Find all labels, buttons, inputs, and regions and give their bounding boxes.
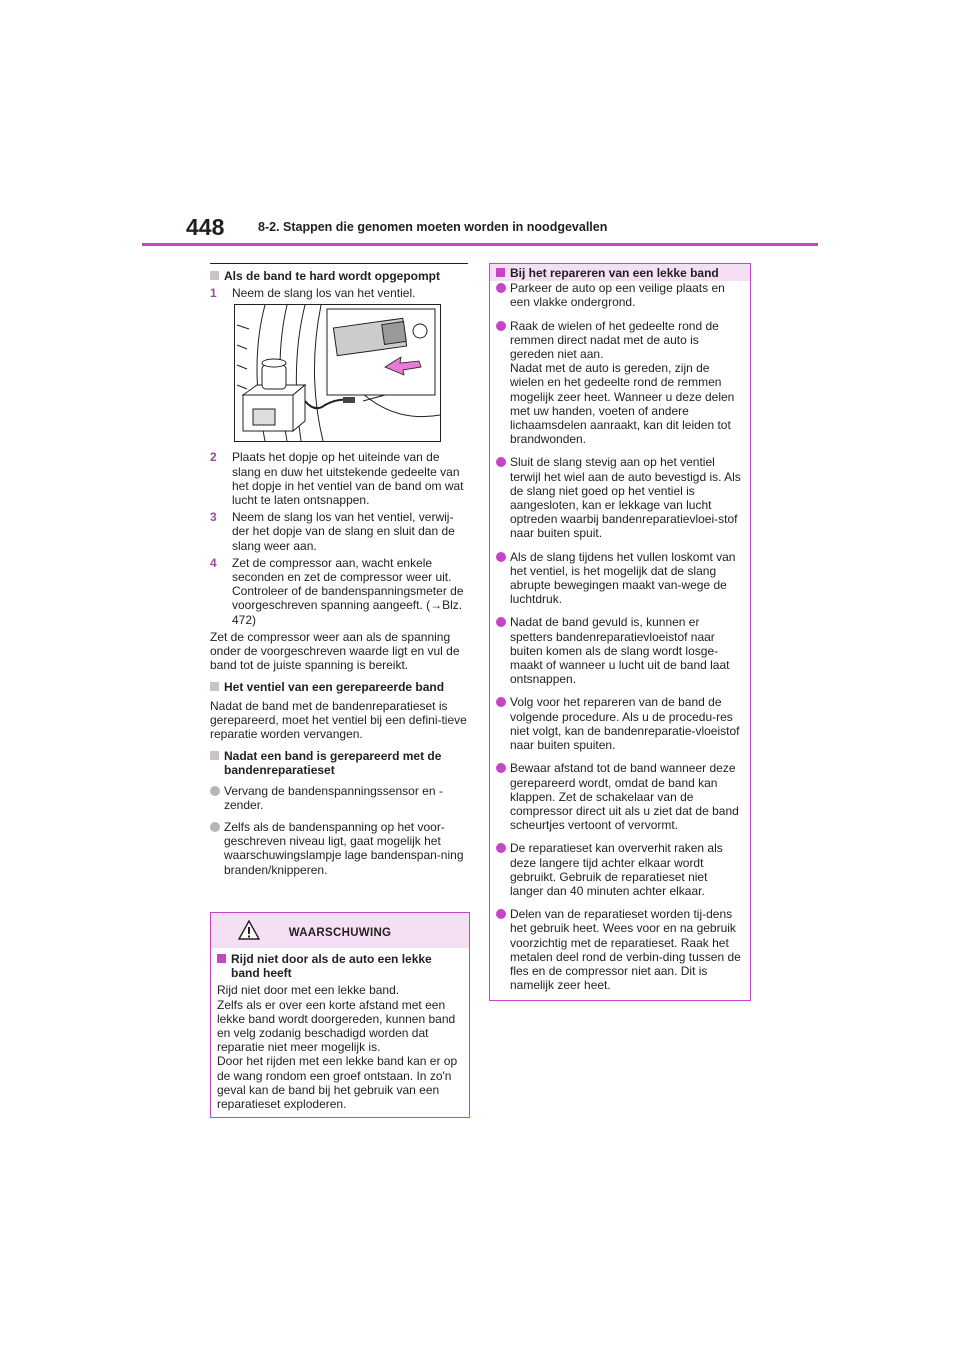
step-text: Neem de slang los van het ventiel, verwij-der het dopje van de slang en sluit dan de slang weer aan. [232,510,455,553]
list-item [496,455,744,540]
list-item-text: Parkeer de auto op een veilige plaats en een vlakke ondergrond. [510,281,725,310]
list-item [496,695,744,752]
round-bullet-icon [496,457,506,467]
step-number: 1 [210,286,217,301]
step-text: Neem de slang los van het ventiel. [232,286,416,301]
list-item-text: Als de slang tijdens het vullen loskomt van het ventiel, is het mogelijk dat de slang abrupte bewegingen maakt van-wege de luchtdruk. [510,549,736,607]
chapter-title: 8-2. Stappen die genomen moeten worden in noodgevallen [258,220,608,234]
list-item-text: Raak de wielen of het gedeelte rond de remmen direct nadat met de auto is gereden niet aan. Nadat met de auto is gereden, zijn de wielen en het gedeelte rond de remmen mogelijk zeer heet. Wanneer u deze delen met uw handen, voeten of andere lichaamsdelen aanraakt, kan dit leiden tot brandwonden. [510,318,735,447]
list-item [210,784,468,812]
list-item-text: Vervang de bandenspanningssensor en -zender. [224,783,443,812]
square-bullet-icon [217,954,226,963]
page-number: 448 [186,214,225,240]
warning-text: Rijd niet door met een lekke band. Zelfs als er over een korte afstand met een lekke band wordt doorgereden, kunnen band en velg zodanig beschadigd worden dat reparatie niet meer mogelijk is. Door het rijden met een lekke band kan er op de wang rondom een groef ontstaan. In zo'n geval kan de band bij het gebruik van een reparatieset exploderen. [217,983,458,1112]
step-item [210,510,468,553]
list-item [496,615,744,686]
list-item-text: Bewaar afstand tot de band wanneer deze gerepareerd wordt, omdat de band kan klappen. Zet de schakelaar van de compressor direct uit als u ziet dat de band scheurtjes vertoont of vervormt. [510,761,739,833]
step-text: Zet de compressor aan, wacht enkele seconden en zet de compressor weer uit. Controleer of de bandenspanningsmeter de voorgeschreven spanning aangeeft. (→Blz. 472) [232,555,464,627]
step-number: 3 [210,510,217,525]
section-heading-after-repair [210,749,468,777]
warning-header [211,913,469,948]
paragraph: Nadat de band met de bandenreparatieset is gerepareerd, moet het ventiel bij een defini-tieve reparatie worden vervangen. [210,698,467,742]
list-item [496,550,744,607]
step-number: 4 [210,555,217,570]
left-column [210,263,468,885]
caution-heading [490,264,750,281]
list-item [496,281,744,309]
step-item [210,450,468,507]
round-bullet-icon [496,697,506,707]
list-item [496,907,744,992]
list-item-text: Nadat de band gevuld is, kunnen er spetters bandenreparatievloeistof naar buiten komen als de slang wordt losge-maakt of wanneer u lucht uit de band laat ontsnappen. [510,615,730,687]
step-item [210,556,468,627]
section-heading-text: Als de band te hard wordt opgepompt [224,269,440,283]
paragraph: Zet de compressor weer aan als de spanning onder de voorgeschreven waarde ligt en vul de band tot de juiste spanning is bereikt. [210,629,460,673]
step-item [210,286,468,300]
square-bullet-icon [496,268,505,277]
section-heading-overinflation [210,269,468,283]
right-column [489,263,751,1001]
list-item-text: De reparatieset kan oververhit raken als deze langere tijd achter elkaar wordt gebruikt. Gebruik de reparatieset niet langer dan 40 minuten achter elkaar. [510,841,723,898]
caution-box [489,263,751,1001]
header-rule [142,243,818,246]
warning-heading-text: Rijd niet door als de auto een lekke band heeft [231,952,432,981]
round-bullet-icon [496,283,506,293]
section-heading-text: Nadat een band is gerepareerd met de bandenreparatieset [224,749,442,778]
step-number: 2 [210,450,217,465]
square-bullet-icon [210,271,219,280]
round-bullet-icon [210,786,220,796]
round-bullet-icon [496,843,506,853]
list-item [496,761,744,832]
compressor-valve-illustration [235,305,440,441]
list-item-text: Volg voor het repareren van de band de volgende procedure. Als u de procedu-res niet volgt, kan de bandenreparatie-vloeistof naar buiten spuiten. [510,695,740,753]
warning-label: WAARSCHUWING [288,927,392,939]
warning-body [211,948,469,1117]
square-bullet-icon [210,682,219,691]
list-item [210,820,468,877]
round-bullet-icon [496,552,506,562]
section-heading-valve [210,680,468,694]
list-item [496,319,744,447]
illustration-compressor-valve [234,304,441,442]
round-bullet-icon [496,763,506,773]
round-bullet-icon [210,822,220,832]
list-item-text: Sluit de slang stevig aan op het ventiel terwijl het wiel aan de auto bevestigd is. Als de slang niet goed op het ventiel is aangesloten, kan er lekkage van lucht optreden waarbij bandenreparatievloei-stof naar buiten spuit. [510,455,741,541]
warning-heading [217,952,463,980]
round-bullet-icon [496,909,506,919]
square-bullet-icon [210,751,219,760]
round-bullet-icon [496,321,506,331]
step-text: Plaats het dopje op het uiteinde van de slang en duw het uitstekende gedeelte van het dopje in het ventiel van de band om wat lucht te laten ontsnappen. [232,450,464,508]
list-item-text: Delen van de reparatieset worden tij-dens het gebruik heet. Wees voor en na gebruik voorzichtig met de reparatieset. Raak het metalen deel rond de verbin-ding tussen de fles en de compressor niet aan. Dit is namelijk zeer heet. [510,907,741,993]
list-item-text: Zelfs als de bandenspanning op het voor-geschreven niveau ligt, gaat mogelijk het waarschuwingslampje lage bandenspan-ning branden/knipperen. [224,820,464,877]
list-item [496,841,744,898]
caution-heading-text: Bij het repareren van een lekke band [510,266,719,280]
section-heading-text: Het ventiel van een gerepareerde band [224,680,445,695]
round-bullet-icon [496,617,506,627]
warning-box [210,912,470,1118]
section-rule [210,263,468,264]
